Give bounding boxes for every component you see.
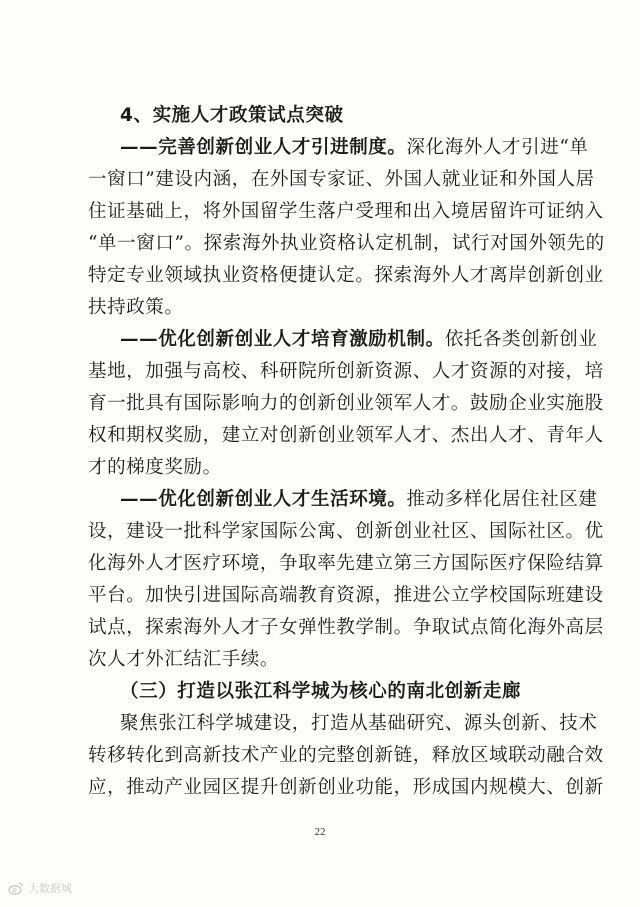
paragraph-3-lead: ——优化创新创业人才生活环境。 <box>120 489 407 510</box>
subsection-heading: （三）打造以张江科学城为核心的南北创新走廊 <box>120 681 522 702</box>
paragraph-2-text: 依托各类创新创业 <box>444 329 598 350</box>
weibo-logo-icon <box>8 880 24 896</box>
paragraph-3-text: 推动多样化居住社区建 <box>406 489 598 510</box>
paragraph-3-line-2: 设，建设一批科学家国际公寓、创新创业社区、国际社区。优 <box>88 521 604 542</box>
paragraph-1-text: 深化海外人才引进“单 <box>406 137 589 158</box>
paragraph-2-line-2: 基地，加强与高校、科研院所创新资源、人才资源的对接，培 <box>88 361 604 382</box>
paragraph-1-line-4: “单一窗口”。探索海外执业资格认定机制，试行对国外领先的 <box>88 233 605 254</box>
paragraph-1-lead: ——完善创新创业人才引进制度。 <box>120 137 407 158</box>
watermark-text: 大数据城 <box>28 882 72 895</box>
paragraph-1-line-6: 扶持政策。 <box>88 297 184 318</box>
paragraph-1-line-5: 特定专业领域执业资格便捷认定。探索海外人才离岸创新创业 <box>88 265 604 286</box>
paragraph-2-line-3: 育一批具有国际影响力的创新创业领军人才。鼓励企业实施股 <box>88 393 604 414</box>
paragraph-3-line-4: 平台。加快引进国际高端教育资源，推进公立学校国际班建设 <box>88 585 604 606</box>
section-heading: 4、实施人才政策试点突破 <box>120 105 344 126</box>
paragraph-2-lead: ——优化创新创业人才培育激励机制。 <box>120 329 445 350</box>
paragraph-1-line-1 <box>120 136 589 160</box>
paragraph-3-line-6: 次人才外汇结汇手续。 <box>88 649 280 670</box>
paragraph-1-line-3: 住证基础上，将外国留学生落户受理和出入境居留许可证纳入 <box>88 201 604 222</box>
paragraph-2-line-4: 权和期权奖励，建立对创新创业领军人才、杰出人才、青年人 <box>88 425 604 446</box>
paragraph-1-line-2: 一窗口”建设内涵，在外国专家证、外国人就业证和外国人居 <box>88 169 595 190</box>
paragraph-2-line-5: 才的梯度奖励。 <box>88 457 222 478</box>
paragraph-4-line-2: 转移转化到高新技术产业的完整创新链，释放区域联动融合效 <box>88 745 604 766</box>
watermark <box>8 880 72 896</box>
paragraph-4-line-3: 应，推动产业园区提升创新创业功能，形成国内规模大、创新 <box>88 777 604 798</box>
paragraph-3-line-1 <box>120 488 598 512</box>
page-number: 22 <box>314 826 326 838</box>
paragraph-4-line-1: 聚焦张江科学城建设，打造从基础研究、源头创新、技术 <box>120 713 598 734</box>
paragraph-3-line-5: 试点，探索海外人才子女弹性教学制。争取试点简化海外高层 <box>88 617 604 638</box>
paragraph-3-line-3: 化海外人才医疗环境，争取率先建立第三方国际医疗保险结算 <box>88 553 604 574</box>
paragraph-2-line-1 <box>120 328 598 352</box>
